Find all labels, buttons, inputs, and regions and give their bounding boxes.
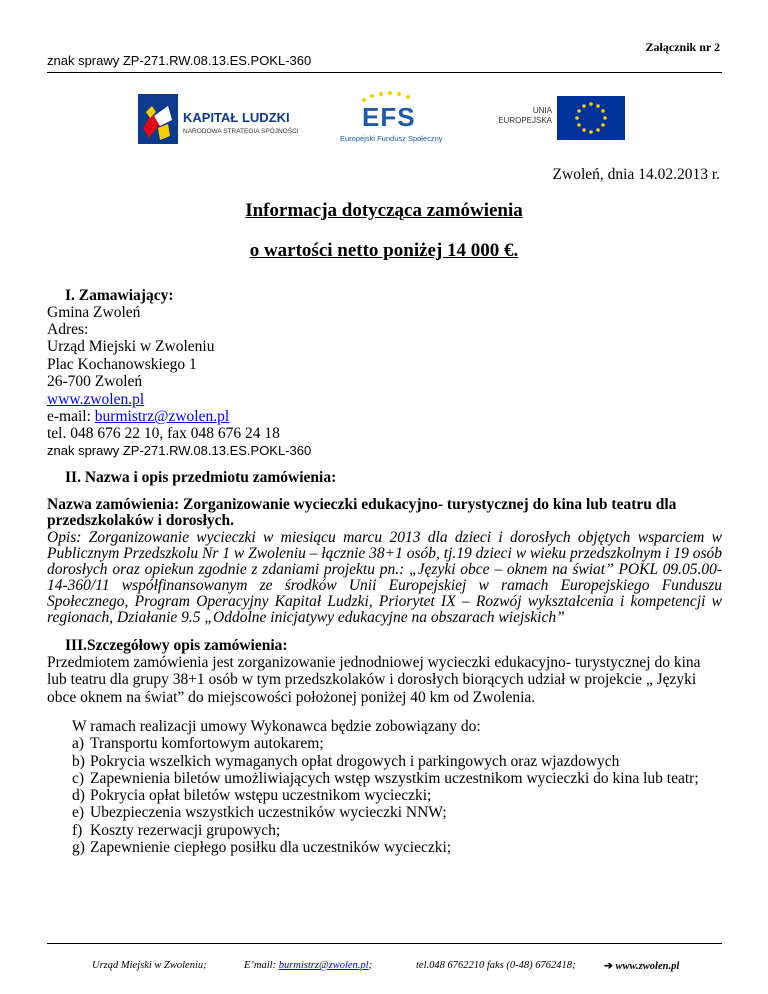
list-letter: e)	[72, 804, 85, 822]
eu-flag-icon	[557, 96, 625, 140]
list-item	[72, 753, 724, 770]
list-text: Pokrycia opłat biletów wstępu uczestnikom wycieczki;	[90, 787, 432, 805]
case-number-header: znak sprawy ZP-271.RW.08.13.ES.POKL-360	[47, 53, 312, 68]
efs-title: EFS	[362, 102, 416, 132]
document-subtitle: o wartości netto poniżej 14 000 €.	[249, 240, 519, 261]
list-item	[72, 735, 724, 752]
list-letter: d)	[72, 787, 85, 805]
kapital-ludzki-logo-icon	[138, 94, 178, 144]
email-label: e-mail:	[47, 408, 95, 425]
address-line: Adres:	[47, 321, 89, 338]
footer-email-suffix: ;	[368, 960, 373, 971]
list-text: Zapewnienia biletów umożliwiających wstęp wszystkim uczestnikom wycieczki do kina lub teatr;	[90, 769, 699, 787]
footer-email	[244, 960, 372, 971]
section2-heading: II. Nazwa i opis przedmiotu zamówienia:	[65, 469, 337, 486]
list-text: Koszty rezerwacji grupowych;	[90, 821, 281, 839]
document-date: Zwoleń, dnia 14.02.2013 r.	[552, 166, 720, 183]
list-letter: c)	[72, 769, 85, 787]
footer-website	[604, 960, 679, 972]
footer-office: Urząd Miejski w Zwoleniu;	[92, 960, 207, 971]
list-text: Zapewnienie ciepłego posiłku dla uczestników wycieczki;	[90, 839, 452, 857]
eu-label-line1: UNIA	[532, 106, 552, 115]
logo-bar	[0, 88, 768, 148]
kapital-ludzki-subtitle: NARODOWA STRATEGIA SPÓJNOŚCI	[183, 128, 299, 135]
order-name: Nazwa zamówienia: Zorganizowanie wycieczki edukacyjno- turystycznej do kina lub teatru dla przedszkolaków i dorosłych.	[47, 496, 677, 529]
section3-heading: III.Szczegółowy opis zamówienia:	[65, 637, 288, 654]
website-row	[47, 391, 144, 409]
list-item	[72, 770, 724, 787]
attachment-label: Załącznik nr 2	[645, 40, 720, 54]
kapital-ludzki-title: KAPITAŁ LUDZKI	[183, 110, 290, 125]
list-letter: a)	[72, 735, 85, 753]
order-intro: Przedmiotem zamówienia jest zorganizowanie jednodniowej wycieczki edukacyjno- turystycznej do kina lub teatru dla grupy 38+1 osób w tym przedszkolaków i dorosłych biorących udział w projekcie „ Języki obce oknem na świat” do miejscowości położonej poniżej 40 km od Zwolenia.	[47, 654, 701, 706]
footer-email-link[interactable]: burmistrz@zwolen.pl	[278, 960, 369, 971]
address-line: 26-700 Zwoleń	[47, 373, 143, 390]
list-item	[72, 804, 724, 821]
footer-divider	[47, 943, 722, 944]
list-item	[72, 787, 724, 804]
list-text: Ubezpieczenia wszystkich uczestników wycieczki NNW;	[90, 804, 447, 822]
footer-website-link[interactable]: www.zwolen.pl	[612, 961, 680, 972]
address-line: Gmina Zwoleń	[47, 304, 141, 321]
footer-email-label: E’mail:	[244, 960, 279, 971]
list-intro: W ramach realizacji umowy Wykonawca będzie zobowiązany do:	[72, 718, 481, 735]
header-divider	[47, 72, 722, 73]
list-text: Transportu komfortowym autokarem;	[90, 735, 324, 753]
address-line: Urząd Miejski w Zwoleniu	[47, 338, 215, 355]
arrow-icon: ➔	[604, 961, 613, 972]
list-item	[72, 839, 724, 856]
eu-label-line2: EUROPEJSKA	[498, 116, 552, 125]
footer-phone: tel.048 6762210 faks (0-48) 6762418;	[416, 960, 576, 971]
order-description: Opis: Zorganizowanie wycieczki w miesiącu marcu 2013 dla dzieci i dorosłych objętych wsparciem w Publicznym Przedszkolu Nr 1 w Zwoleniu – łącznie 38+1 osób, tj.19 dzieci w wieku przedszkolnym i 19 osób dorosłych oraz opiekun zgodnie z zdaniami projektu pn.: „Języki obce – oknem na świat” POKL 09.05.00-14-360/11 współfinansowanym ze środków Unii Europejskiej w ramach Europejskiego Funduszu Społecznego, Program Operacyjny Kapitał Ludzki, Priorytet IX – Rozwój wykształcenia i kompetencji w regionach, Działanie 9.5 „Oddolne inicjatywy edukacyjne na obszarach wiejskich”	[47, 529, 722, 626]
efs-subtitle: Europejski Fundusz Społeczny	[340, 134, 443, 143]
list-text: Pokrycia wszelkich wymaganych opłat drogowych i parkingowych oraz wjazdowych	[90, 752, 620, 770]
list-letter: b)	[72, 752, 85, 770]
document-title: Informacja dotycząca zamówienia	[245, 200, 523, 221]
list-letter: g)	[72, 839, 85, 857]
eu-label	[492, 106, 552, 126]
email-row	[47, 408, 229, 426]
list-letter: f)	[72, 821, 83, 839]
phone-line: tel. 048 676 22 10, fax 048 676 24 18	[47, 425, 280, 442]
email-link[interactable]: burmistrz@zwolen.pl	[94, 408, 230, 425]
obligations-list	[72, 718, 724, 856]
case-number: znak sprawy ZP-271.RW.08.13.ES.POKL-360	[47, 443, 312, 458]
address-line: Plac Kochanowskiego 1	[47, 356, 197, 373]
website-link[interactable]: www.zwolen.pl	[47, 391, 145, 408]
section1-heading: I. Zamawiający:	[65, 287, 174, 304]
list-item	[72, 822, 724, 839]
